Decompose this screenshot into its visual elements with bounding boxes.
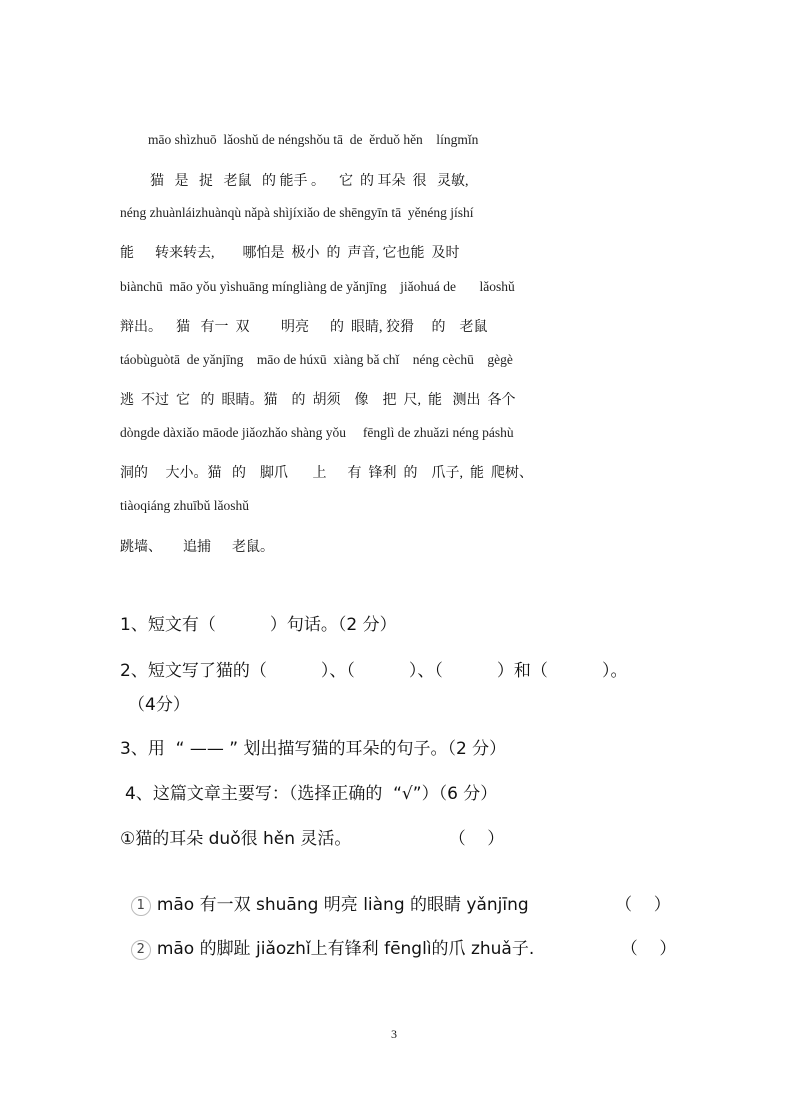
option-3-number: 2 [131,940,151,960]
option-2 [120,870,671,916]
pinyin-line-4: táobùguòtā de yǎnjīng māo de húxū xiàng bǎ chǐ néng cèchū gègè [120,352,513,367]
pinyin-line-1: māo shìzhuō lǎoshǔ de néngshǒu tā de ěrduǒ hěn língmǐn [148,132,479,147]
page-number: 3 [391,1027,397,1041]
question-3: 3、用 “ —— ” 划出描写猫的耳朵的句子。（2 分） [120,739,507,759]
hanzi-line-4: 逃 不过 它 的 眼睛。猫 的 胡须 像 把 尺, 能 测出 各个 [120,393,516,408]
hanzi-line-5: 洞的 大小。猫 的 脚爪 上 有 锋利 的 爪子, 能 爬树、 [120,466,533,481]
question-1: 1、短文有（ ）句话。（2 分） [120,615,397,635]
hanzi-line-1: 猫 是 捉 老鼠 的 能手 。 它 的 耳朵 很 灵敏, [150,174,469,189]
question-4: 4、这篇文章主要写：（选择正确的 “√”）（6 分） [125,784,498,804]
option-3 [120,914,676,960]
hanzi-line-2: 能 转来转去, 哪怕是 极小 的 声音, 它也能 及时 [120,246,460,261]
pinyin-line-6: tiàoqiáng zhuībǔ lǎoshǔ [120,498,249,513]
option-2-number: 1 [131,896,151,916]
question-2: 2、短文写了猫的（ ）、（ ）、（ ）和（ ）。 [120,661,628,681]
hanzi-line-6: 跳墙、 追捕 老鼠。 [120,540,274,555]
option-1: ①猫的耳朵 duǒ很 hěn 灵活。 （ ） [120,829,505,849]
option-2-text: māo 有一双 shuāng 明亮 liàng 的眼睛 yǎnjīng （ ） [156,895,671,915]
pinyin-line-3: biànchū māo yǒu yìshuāng míngliàng de yǎnjīng jiǎohuá de lǎoshǔ [120,279,515,294]
pinyin-line-2: néng zhuànláizhuànqù nǎpà shìjíxiǎo de shēngyīn tā yěnéng jíshí [120,205,474,220]
question-2-score: （4分） [128,695,190,715]
option-3-text: māo 的脚趾 jiǎozhǐ上有锋利 fēnglì的爪 zhuǎ子. （ ） [156,939,677,959]
hanzi-line-3: 辩出。 猫 有一 双 明亮 的 眼睛, 狡猾 的 老鼠 [120,320,488,335]
pinyin-line-5: dòngde dàxiǎo māode jiǎozhǎo shàng yǒu fēnglì de zhuǎzi néng páshù [120,425,514,440]
